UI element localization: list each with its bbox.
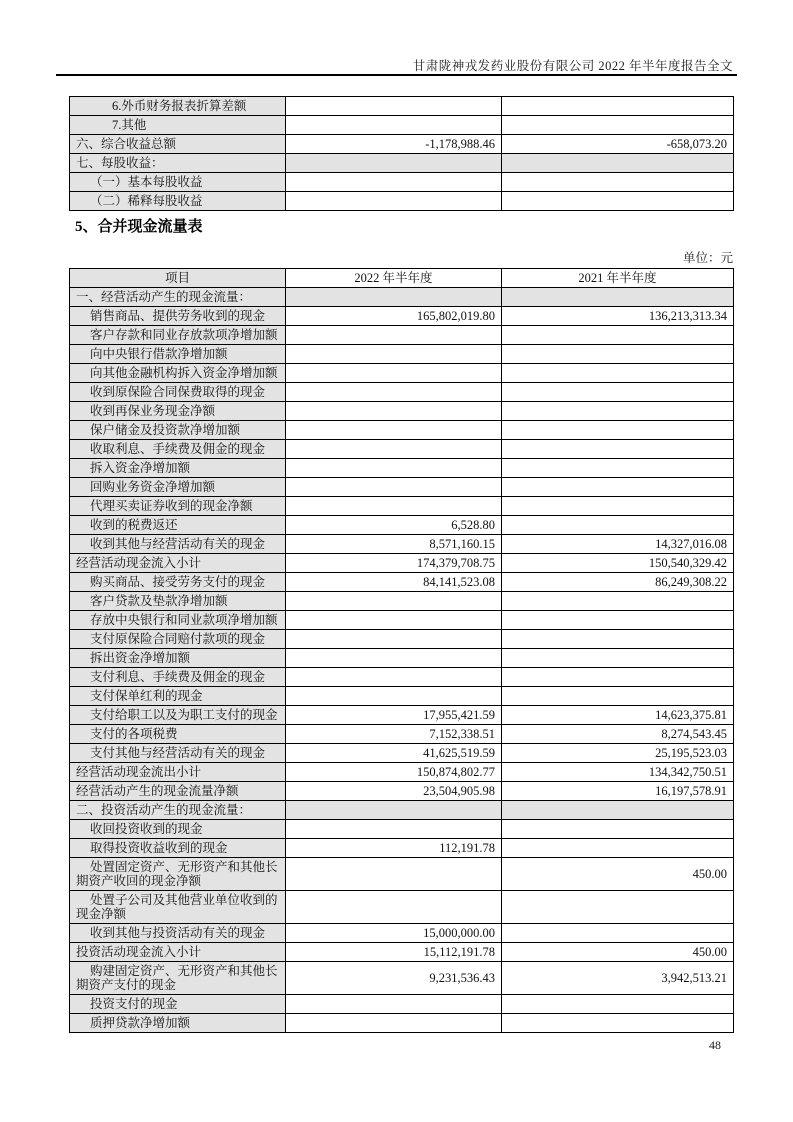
row-value-2021-cell — [502, 995, 734, 1014]
table-row — [70, 478, 734, 497]
row-value-2022-cell: 84,141,523.08 — [286, 573, 502, 592]
table-row — [70, 801, 734, 820]
table-row — [70, 573, 734, 592]
row-value-2022-cell — [286, 1014, 502, 1033]
table-row — [70, 744, 734, 763]
row-value-2021-cell — [502, 649, 734, 668]
row-value-2021-cell: 3,942,513.21 — [502, 962, 734, 995]
row-value-2022-cell: 23,504,905.98 — [286, 782, 502, 801]
row-value-2021-cell: 16,197,578.91 — [502, 782, 734, 801]
table-row — [70, 611, 734, 630]
table-row — [70, 1014, 734, 1033]
comprehensive-income-table — [69, 96, 734, 211]
table-row — [70, 497, 734, 516]
row-label-cell: 支付的各项税费 — [70, 725, 286, 744]
row-value-2022-cell — [286, 611, 502, 630]
row-value-2022-cell — [286, 97, 502, 116]
row-value-2021-cell — [502, 497, 734, 516]
row-value-2021-cell: 136,213,313.34 — [502, 307, 734, 326]
row-value-2021-cell — [502, 116, 734, 135]
table-row — [70, 516, 734, 535]
row-value-2022-cell: 150,874,802.77 — [286, 763, 502, 782]
row-value-2022-cell — [286, 630, 502, 649]
row-value-2022-cell — [286, 383, 502, 402]
row-value-2021-cell — [502, 383, 734, 402]
row-value-2022-cell: 6,528.80 — [286, 516, 502, 535]
document-header-text: 甘肃陇神戎发药业股份有限公司 2022 年半年度报告全文 — [412, 59, 733, 73]
table-row — [70, 535, 734, 554]
row-value-2022-cell — [286, 154, 502, 173]
section-title: 5、合并现金流量表 — [75, 219, 203, 235]
row-value-2021-cell — [502, 839, 734, 858]
row-value-2022-cell — [286, 173, 502, 192]
row-label-cell: 代理买卖证券收到的现金净额 — [70, 497, 286, 516]
column-header-item: 项目 — [70, 269, 286, 288]
row-value-2021-cell: -658,073.20 — [502, 135, 734, 154]
row-value-2021-cell — [502, 459, 734, 478]
row-value-2021-cell: 86,249,308.22 — [502, 573, 734, 592]
row-value-2021-cell — [502, 173, 734, 192]
row-value-2021-cell — [502, 516, 734, 535]
table-row — [70, 839, 734, 858]
row-label-cell: 取得投资收益收到的现金 — [70, 839, 286, 858]
row-value-2021-cell — [502, 421, 734, 440]
table-row — [70, 288, 734, 307]
table-row — [70, 326, 734, 345]
row-value-2021-cell — [502, 326, 734, 345]
table-row — [70, 192, 734, 211]
table-row — [70, 97, 734, 116]
row-value-2022-cell: 112,191.78 — [286, 839, 502, 858]
row-value-2022-cell — [286, 820, 502, 839]
row-value-2022-cell — [286, 440, 502, 459]
row-label-cell: 收回投资收到的现金 — [70, 820, 286, 839]
table-row — [70, 630, 734, 649]
row-value-2022-cell: 165,802,019.80 — [286, 307, 502, 326]
unit-label: 单位：元 — [682, 251, 733, 265]
row-value-2021-cell — [502, 345, 734, 364]
row-label-cell: 购买商品、接受劳务支付的现金 — [70, 573, 286, 592]
row-label-cell: 收到的税费返还 — [70, 516, 286, 535]
table-row — [70, 116, 734, 135]
table-row — [70, 668, 734, 687]
table-row — [70, 858, 734, 891]
cash-flow-header-row — [70, 269, 734, 288]
table-row — [70, 154, 734, 173]
table-row — [70, 383, 734, 402]
row-label-cell: 收到再保业务现金净额 — [70, 402, 286, 421]
table-row — [70, 592, 734, 611]
table-row — [70, 924, 734, 943]
row-value-2021-cell — [502, 402, 734, 421]
row-value-2021-cell — [502, 440, 734, 459]
row-label-cell: 回购业务资金净增加额 — [70, 478, 286, 497]
row-label-cell: 经营活动产生的现金流量净额 — [70, 782, 286, 801]
row-label-cell: 处置固定资产、无形资产和其他长期资产收回的现金净额 — [70, 858, 286, 891]
page-number: 48 — [709, 1038, 721, 1052]
table-row — [70, 687, 734, 706]
row-value-2022-cell: 15,112,191.78 — [286, 943, 502, 962]
row-label-cell: 经营活动现金流出小计 — [70, 763, 286, 782]
row-value-2022-cell: 174,379,708.75 — [286, 554, 502, 573]
table-row — [70, 421, 734, 440]
row-value-2022-cell — [286, 288, 502, 307]
comprehensive-income-table-wrap — [69, 96, 734, 211]
row-label-cell: 支付其他与经营活动有关的现金 — [70, 744, 286, 763]
row-value-2022-cell: 7,152,338.51 — [286, 725, 502, 744]
row-value-2021-cell — [502, 820, 734, 839]
row-label-cell: 处置子公司及其他营业单位收到的现金净额 — [70, 891, 286, 924]
comprehensive-income-table-body — [70, 97, 734, 211]
row-label-cell: 支付利息、手续费及佣金的现金 — [70, 668, 286, 687]
row-value-2021-cell — [502, 611, 734, 630]
cash-flow-table-wrap — [69, 268, 734, 1033]
row-label-cell: （一）基本每股收益 — [70, 173, 286, 192]
table-row — [70, 725, 734, 744]
row-label-cell: 支付保单红利的现金 — [70, 687, 286, 706]
row-label-cell: 6.外币财务报表折算差额 — [70, 97, 286, 116]
column-header-2022: 2022 年半年度 — [286, 269, 502, 288]
row-value-2022-cell — [286, 858, 502, 891]
column-header-2021: 2021 年半年度 — [502, 269, 734, 288]
row-value-2021-cell: 8,274,543.45 — [502, 725, 734, 744]
row-value-2021-cell — [502, 630, 734, 649]
table-row — [70, 554, 734, 573]
table-row — [70, 364, 734, 383]
row-value-2022-cell — [286, 326, 502, 345]
row-value-2022-cell — [286, 345, 502, 364]
table-row — [70, 891, 734, 924]
row-value-2021-cell — [502, 288, 734, 307]
row-value-2021-cell: 134,342,750.51 — [502, 763, 734, 782]
table-row — [70, 820, 734, 839]
row-value-2022-cell: 15,000,000.00 — [286, 924, 502, 943]
row-label-cell: 收到原保险合同保费取得的现金 — [70, 383, 286, 402]
row-label-cell: 六、综合收益总额 — [70, 135, 286, 154]
row-value-2022-cell — [286, 402, 502, 421]
row-value-2022-cell — [286, 459, 502, 478]
row-value-2021-cell — [502, 668, 734, 687]
table-row — [70, 440, 734, 459]
row-label-cell: 拆入资金净增加额 — [70, 459, 286, 478]
table-row — [70, 995, 734, 1014]
row-value-2022-cell: 8,571,160.15 — [286, 535, 502, 554]
row-value-2021-cell — [502, 1014, 734, 1033]
row-label-cell: 客户存款和同业存放款项净增加额 — [70, 326, 286, 345]
row-label-cell: 向中央银行借款净增加额 — [70, 345, 286, 364]
row-label-cell: 收到其他与经营活动有关的现金 — [70, 535, 286, 554]
table-row — [70, 345, 734, 364]
table-row — [70, 943, 734, 962]
row-value-2022-cell — [286, 478, 502, 497]
row-value-2022-cell — [286, 497, 502, 516]
row-value-2021-cell — [502, 97, 734, 116]
row-label-cell: 保户储金及投资款净增加额 — [70, 421, 286, 440]
row-label-cell: 质押贷款净增加额 — [70, 1014, 286, 1033]
row-value-2022-cell — [286, 891, 502, 924]
row-value-2021-cell — [502, 687, 734, 706]
table-row — [70, 135, 734, 154]
table-row — [70, 962, 734, 995]
cash-flow-table — [69, 268, 734, 1033]
row-label-cell: 购建固定资产、无形资产和其他长期资产支付的现金 — [70, 962, 286, 995]
row-value-2021-cell — [502, 192, 734, 211]
row-value-2022-cell — [286, 116, 502, 135]
row-value-2022-cell — [286, 687, 502, 706]
row-label-cell: 存放中央银行和同业款项净增加额 — [70, 611, 286, 630]
row-value-2022-cell: -1,178,988.46 — [286, 135, 502, 154]
row-value-2022-cell — [286, 592, 502, 611]
row-value-2022-cell — [286, 649, 502, 668]
row-value-2022-cell: 41,625,519.59 — [286, 744, 502, 763]
table-row — [70, 706, 734, 725]
row-value-2022-cell — [286, 364, 502, 383]
row-value-2021-cell: 14,327,016.08 — [502, 535, 734, 554]
table-row — [70, 173, 734, 192]
row-value-2022-cell — [286, 801, 502, 820]
row-value-2022-cell: 17,955,421.59 — [286, 706, 502, 725]
row-label-cell: 支付给职工以及为职工支付的现金 — [70, 706, 286, 725]
cash-flow-table-body — [70, 288, 734, 1033]
row-value-2021-cell — [502, 891, 734, 924]
row-label-cell: 投资支付的现金 — [70, 995, 286, 1014]
table-row — [70, 402, 734, 421]
row-value-2022-cell — [286, 421, 502, 440]
row-value-2022-cell — [286, 668, 502, 687]
table-row — [70, 763, 734, 782]
table-row — [70, 307, 734, 326]
row-label-cell: 经营活动现金流入小计 — [70, 554, 286, 573]
row-value-2022-cell — [286, 995, 502, 1014]
table-row — [70, 459, 734, 478]
row-value-2021-cell: 450.00 — [502, 858, 734, 891]
row-value-2021-cell — [502, 801, 734, 820]
row-value-2021-cell: 14,623,375.81 — [502, 706, 734, 725]
row-value-2021-cell: 25,195,523.03 — [502, 744, 734, 763]
row-value-2021-cell — [502, 924, 734, 943]
row-value-2021-cell: 150,540,329.42 — [502, 554, 734, 573]
row-label-cell: 收到其他与投资活动有关的现金 — [70, 924, 286, 943]
row-label-cell: 拆出资金净增加额 — [70, 649, 286, 668]
row-label-cell: 支付原保险合同赔付款项的现金 — [70, 630, 286, 649]
row-value-2021-cell — [502, 478, 734, 497]
row-value-2021-cell — [502, 154, 734, 173]
row-value-2022-cell — [286, 192, 502, 211]
row-label-cell: 7.其他 — [70, 116, 286, 135]
row-value-2022-cell: 9,231,536.43 — [286, 962, 502, 995]
row-label-cell: 销售商品、提供劳务收到的现金 — [70, 307, 286, 326]
row-label-cell: 一、经营活动产生的现金流量： — [70, 288, 286, 307]
table-row — [70, 782, 734, 801]
row-value-2021-cell: 450.00 — [502, 943, 734, 962]
row-label-cell: （二）稀释每股收益 — [70, 192, 286, 211]
row-label-cell: 收取利息、手续费及佣金的现金 — [70, 440, 286, 459]
header-divider-rule — [56, 74, 737, 76]
row-label-cell: 二、投资活动产生的现金流量： — [70, 801, 286, 820]
row-value-2021-cell — [502, 592, 734, 611]
row-label-cell: 客户贷款及垫款净增加额 — [70, 592, 286, 611]
row-label-cell: 投资活动现金流入小计 — [70, 943, 286, 962]
row-value-2021-cell — [502, 364, 734, 383]
row-label-cell: 七、每股收益： — [70, 154, 286, 173]
table-row — [70, 649, 734, 668]
row-label-cell: 向其他金融机构拆入资金净增加额 — [70, 364, 286, 383]
